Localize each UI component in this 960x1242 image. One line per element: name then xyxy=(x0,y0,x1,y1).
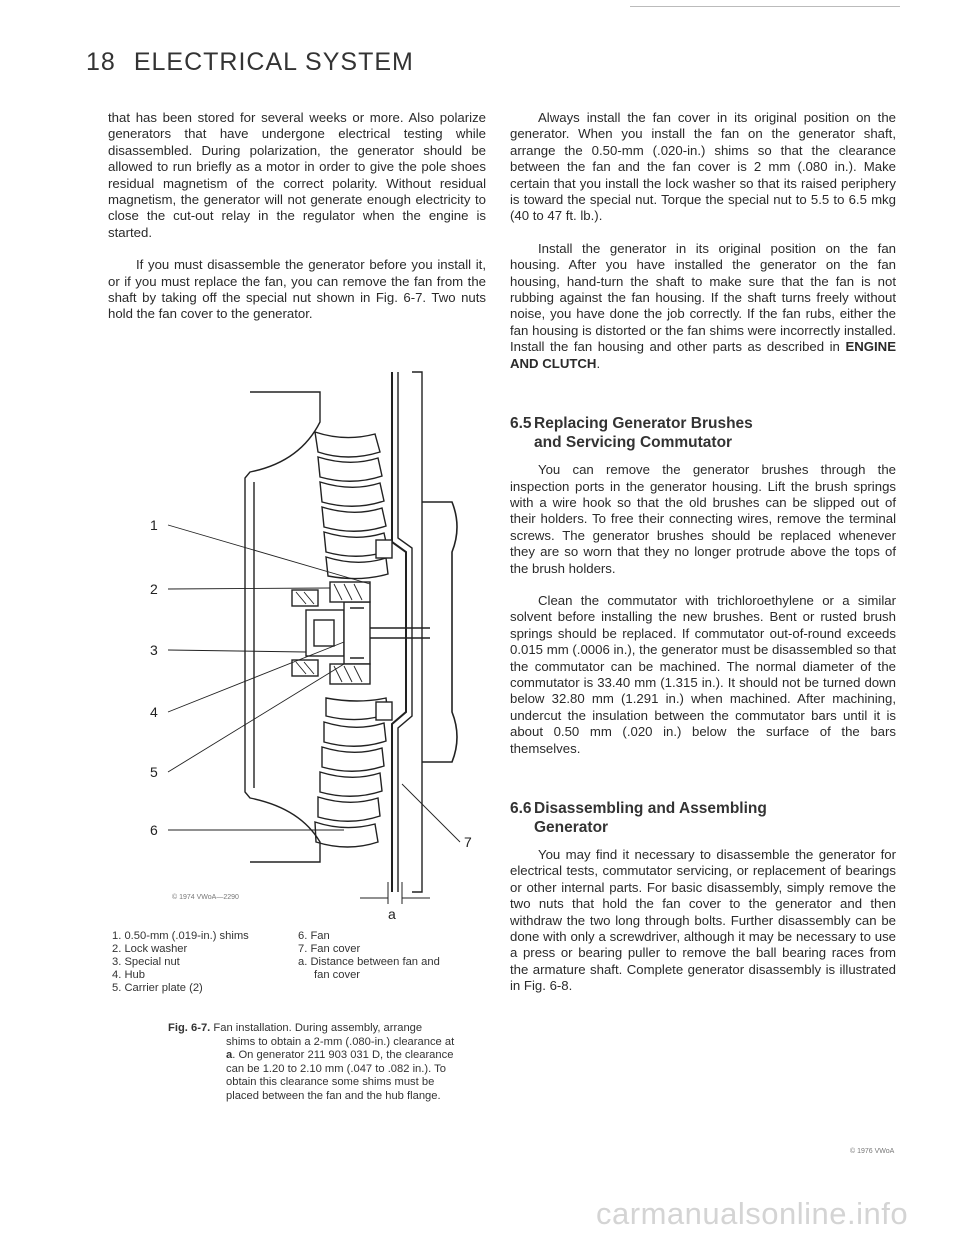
section-heading-6-5 xyxy=(510,414,896,452)
figure-credit: © 1974 VWoA—2290 xyxy=(172,894,239,901)
legend-item: 3. Special nut xyxy=(112,956,180,968)
paragraph: You can remove the generator brushes through the inspection ports in the generator housing. Lift the brush springs with a wire hook so that the old brushes can be slipped out of their holders. To free their connecting wires, remove the terminal screws. The generator brushes should be replaced whenever they are so worn that they no longer protrude above the tops of the brush holders. xyxy=(510,462,896,576)
caption-line: placed between the fan and the hub flange. xyxy=(226,1089,441,1102)
caption-line: obtain this clearance some shims must be xyxy=(226,1076,435,1089)
caption-text: . On generator 211 903 031 D, the clearance xyxy=(232,1049,454,1062)
caption-line xyxy=(168,1049,486,1063)
callout-7: 7 xyxy=(464,834,472,850)
carrier-plate-upper xyxy=(330,582,370,602)
callout-2: 2 xyxy=(150,581,158,597)
callout-1: 1 xyxy=(150,517,158,533)
page-number: 18 xyxy=(86,48,116,76)
page-header xyxy=(86,48,414,77)
section-title: Replacing Generator Brushes xyxy=(534,415,753,433)
section-number: 6.6 xyxy=(510,800,532,817)
legend-item: a. Distance between fan and xyxy=(298,956,440,968)
figure-legend-left xyxy=(112,930,249,995)
paragraph: You may find it necessary to disassemble the generator for electrical tests, commutator servicing, or replacement of bearings or other internal parts. For basic disassembly, simply remove the two nuts that hold the fan cover to the generator and then withdraw the two long through bolts. Further disassembly can be done with only a screwdriver, although it may be necessary to use a press or bearing puller to remove the ball bearing races from the armature shaft. Complete generator disassembly is illustrated in Fig. 6-8. xyxy=(510,847,896,994)
legend-item: 7. Fan cover xyxy=(298,943,361,955)
legend-item-continuation: fan cover xyxy=(314,969,361,981)
carrier-plate-lower xyxy=(330,664,370,684)
watermark: carmanualsonline.info xyxy=(596,1196,909,1231)
section-title: Generator xyxy=(534,819,609,836)
paragraph xyxy=(510,241,896,372)
section-title: Disassembling and Assembling xyxy=(534,800,767,817)
chapter-title: ELECTRICAL SYSTEM xyxy=(133,48,414,76)
fan-installation-diagram xyxy=(130,352,510,922)
callout-a: a xyxy=(388,906,396,922)
paragraph: If you must disassemble the generator before you install it, or if you must replace the fan, you can remove the fan from the shaft by taking off the special nut shown in Fig. 6-7. Two nuts hold the fan cover to the generator. xyxy=(108,257,486,322)
generator-shaft xyxy=(370,628,430,638)
section-number: 6.5 xyxy=(510,415,532,433)
caption-line: Fan installation. During assembly, arrange xyxy=(213,1022,423,1034)
legend-item: 2. Lock washer xyxy=(112,943,188,955)
legend-item: 5. Carrier plate (2) xyxy=(112,982,203,994)
section-heading-6-6 xyxy=(510,799,896,837)
figure-caption xyxy=(168,1022,486,1104)
caption-ref: a xyxy=(226,1049,233,1062)
caption-line: shims to obtain a 2-mm (.080-in.) clearance at xyxy=(226,1035,455,1048)
section-title: and Servicing Commutator xyxy=(534,434,733,452)
bolt-upper xyxy=(376,540,392,558)
paragraph: Always install the fan cover in its original position on the generator. When you install the fan on the generator shaft, arrange the 0.50-mm (.020-in.) shims so that the clearance between the fan and the fan cover is 2 mm (.080 in.). Make certain that you install the lock washer so that its raised periphery is toward the special nut. Torque the special nut to 5.5 to 6.5 mkg (40 to 47 ft. lb.). xyxy=(510,110,896,224)
callout-6: 6 xyxy=(150,822,158,838)
paragraph-text: . xyxy=(596,355,601,371)
generator-body xyxy=(422,502,457,762)
figure-legend-right xyxy=(298,930,440,982)
copyright-credit: © 1976 VWoA xyxy=(850,1148,895,1155)
callout-5: 5 xyxy=(150,764,158,780)
top-rule xyxy=(630,6,900,7)
special-nut xyxy=(344,602,370,664)
paragraph: that has been stored for several weeks or more. Also polarize generators that have undergone electrical testing while disassembled. During polarization, the generator should be allowed to run briefly as a motor in order to give the pole shoes residual magnetism of the correct polarity. Without residual magnetism, the generator will not generate enough electricity to close the cut-out relay in the regulator when the engine is started. xyxy=(108,110,486,240)
callout-leaders xyxy=(168,525,460,842)
figure-label: Fig. 6-7. xyxy=(168,1022,211,1034)
right-column xyxy=(510,110,896,1011)
left-column xyxy=(108,110,486,339)
legend-item: 1. 0.50-mm (.019-in.) shims xyxy=(112,930,249,942)
paragraph: Clean the commutator with trichloroethylene or a similar solvent before installing the new brushes. Bent or rusted brush springs should be replaced. If commutator out-of-round exceeds 0.015 mm (.0006 in.), the generator must be disassembled so that the commutator can be machined. The normal diameter of the commutator is 33.40 mm (1.315 in.). It should not be turned down below 32.80 mm (1.291 in.) when machined. After machining, undercut the insulation between the commutator bars until it is about 0.50 mm (.020 in.) below the surface of the bars themselves. xyxy=(510,592,896,756)
paragraph-text: Install the generator in its original position on the fan housing. After you have installed the generator on the fan housing, hand-turn the shaft to make sure that the fan is not rubbing against the fan housing. If the shaft turns freely without noise, you have done the job correctly. If the fan rubs, either the fan housing is distorted or the fan shims were incorrectly installed. Install the fan housing and other parts as described in xyxy=(510,240,896,355)
callout-3: 3 xyxy=(150,642,158,658)
caption-line: can be 1.20 to 2.10 mm (.047 to .082 in.). To xyxy=(226,1062,446,1075)
cross-reference: ENGINE AND CLUTCH xyxy=(510,339,896,371)
legend-item: 4. Hub xyxy=(112,969,145,981)
fan-cover-plate xyxy=(392,372,406,892)
callout-4: 4 xyxy=(150,704,158,720)
legend-item: 6. Fan xyxy=(298,930,330,942)
bolt-lower xyxy=(376,702,392,720)
